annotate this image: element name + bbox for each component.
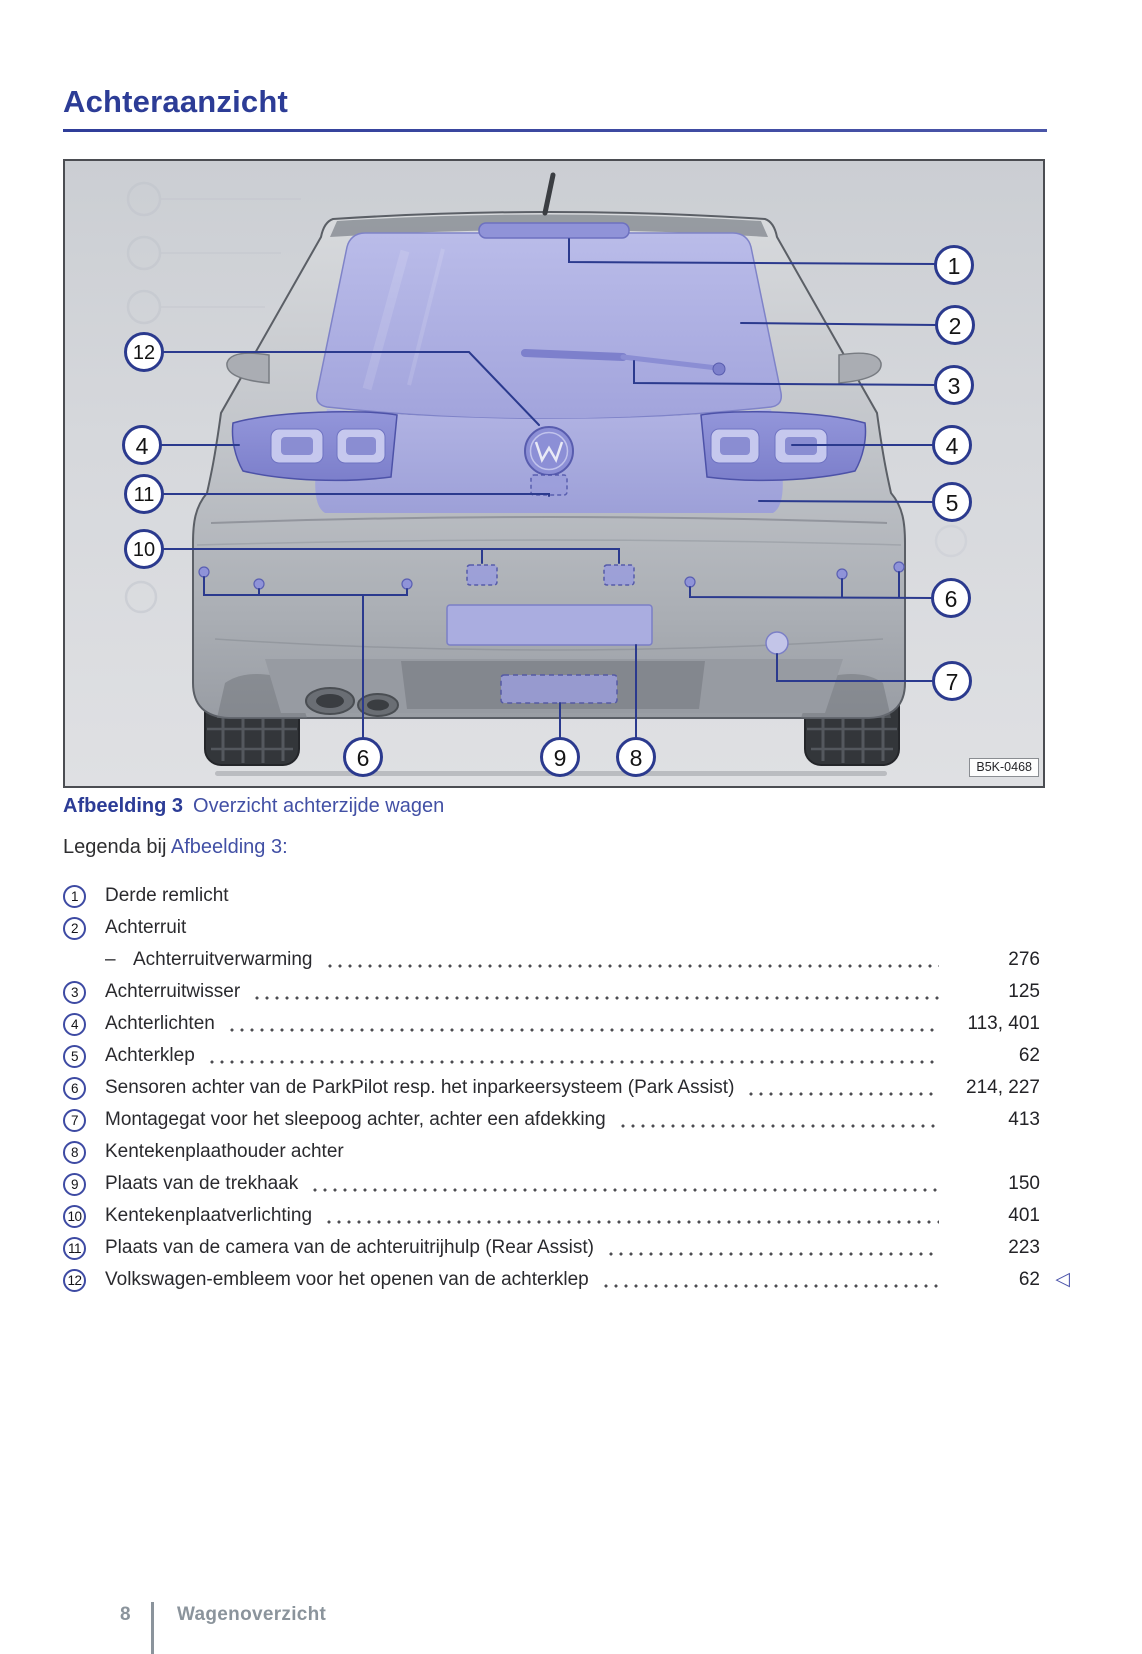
dot-leader [354,1136,1034,1168]
legend-item-pages: 62 [1018,1269,1040,1290]
legend-item-label: Plaats van de camera van de achteruitrijhulp (Rear Assist) [105,1237,594,1258]
legend-item-label: Derde remlicht [105,885,229,906]
legend-item [63,880,1040,912]
legend-item-number: 6 [63,1077,86,1100]
callout-6 [933,580,970,617]
legend-item [63,1008,1040,1040]
legend-item-label: Achterklep [105,1045,195,1066]
vw-emblem [525,427,573,475]
dot-leader [323,944,940,976]
legend-item-number: 1 [63,885,86,908]
svg-text:5: 5 [945,490,959,516]
legend-item-label: Sensoren achter van de ParkPilot resp. het inparkeersysteem (Park Assist) [105,1077,735,1098]
legend-item-pages: 223 [1008,1237,1040,1258]
legend-item-label: Achterlichten [105,1013,215,1034]
legend-item [63,1072,1040,1104]
end-of-section-marker: ◁ [1055,1269,1070,1290]
svg-text:2: 2 [948,313,962,339]
legend-item [63,1040,1040,1072]
svg-text:1: 1 [947,253,961,279]
callout-3 [936,367,973,404]
right-mirror [839,353,881,383]
legend-item-label: Plaats van de trekhaak [105,1173,299,1194]
dot-leader [225,1008,939,1040]
third-brake-light [479,223,629,238]
svg-text:7: 7 [945,669,959,695]
callout-9 [542,739,579,776]
callout-8 [618,739,655,776]
figure-reference-link[interactable]: Afbeelding 3: [170,836,288,858]
callout-6 [345,739,382,776]
callout-2 [937,307,974,344]
dot-leader [239,880,1034,912]
legend-item-number: 12 [63,1269,86,1292]
svg-text:12: 12 [132,342,156,364]
legend-item-label: Achterruitverwarming [133,949,313,970]
legend-item-number: 7 [63,1109,86,1132]
svg-text:3: 3 [947,373,961,399]
dot-leader [604,1232,939,1264]
legend-item [63,1200,1040,1232]
legend-item [63,912,1040,944]
plate-light-right [604,565,634,585]
legend-item-number: 2 [63,917,86,940]
svg-text:6: 6 [356,745,370,771]
footer-page-number: 8 [120,1604,131,1625]
legend-list [63,880,1070,1296]
legend-item-pages: 413 [1008,1109,1040,1130]
callout-12 [126,334,163,371]
dot-leader [322,1200,939,1232]
roof-antenna [545,175,553,213]
legend-item [63,976,1040,1008]
legend-item-label: Kentekenplaatverlichting [105,1205,313,1226]
figure-caption-text: Overzicht achterzijde wagen [193,795,445,817]
svg-text:11: 11 [133,484,155,506]
legend-item [63,1168,1040,1200]
legend-item-pages: 113, 401 [967,1013,1040,1034]
car-rear-view-illustration [65,161,1043,786]
svg-text:6: 6 [944,586,958,612]
svg-text:10: 10 [132,539,156,561]
svg-text:4: 4 [945,433,959,459]
callout-7 [934,663,971,700]
legend-item-pages: 125 [1008,981,1040,1002]
figure-panel [63,159,1045,788]
legend-item [63,1104,1040,1136]
legend-item-pages: 214, 227 [966,1077,1040,1098]
legend-item-number: 10 [63,1205,86,1228]
page-title: Achteraanzicht [63,84,289,119]
footer-divider [151,1602,154,1654]
callout-5 [934,484,971,521]
figure-caption-label: Afbeelding 3 [63,795,184,817]
dot-leader [616,1104,939,1136]
legend-item-number: 5 [63,1045,86,1068]
svg-text:8: 8 [629,745,643,771]
left-mirror [227,353,269,383]
title-rule [63,129,1047,132]
plate-light-left [467,565,497,585]
callout-11 [126,476,163,513]
callout-10 [126,531,163,568]
legend-intro-text: Legenda bij [63,836,167,858]
dot-leader [205,1040,939,1072]
legend-item-number: 9 [63,1173,86,1196]
dot-leader [196,912,1034,944]
callout-4 [124,427,161,464]
dot-leader [308,1168,939,1200]
towbar-location-marker [501,675,617,703]
legend-item-number: 8 [63,1141,86,1164]
svg-text:4: 4 [135,433,149,459]
figure-code-label: B5K-0468 [969,758,1039,777]
legend-item-number: 3 [63,981,86,1004]
footer-section-title: Wagenoverzicht [177,1604,327,1625]
legend-item-number: 4 [63,1013,86,1036]
legend-item-number: 11 [63,1237,86,1260]
left-taillight [232,412,397,481]
rear-camera-marker [531,475,567,495]
dot-leader [599,1264,939,1296]
legend-item-label: Volkswagen-embleem voor het openen van de achterklep [105,1269,589,1290]
legend-intro [63,836,288,859]
tow-eye-cover [766,632,788,654]
dot-leader [250,976,939,1008]
legend-item-label: Achterruit [105,917,187,938]
legend-item [63,1232,1040,1264]
legend-item-pages: 150 [1008,1173,1040,1194]
legend-item-pages: 276 [1008,949,1040,970]
legend-item [63,944,1040,976]
right-taillight [701,412,866,481]
licence-plate-holder [447,605,652,645]
svg-text:9: 9 [553,745,567,771]
dot-leader [744,1072,939,1104]
legend-item [63,1264,1070,1296]
callout-1 [936,247,973,284]
legend-item-pages: 401 [1008,1205,1040,1226]
legend-item-label: Achterruitwisser [105,981,241,1002]
legend-item-dash: – [105,949,116,970]
figure-caption [63,795,444,818]
legend-item-pages: 62 [1018,1045,1040,1066]
callout-4 [934,427,971,464]
legend-item-label: Montagegat voor het sleepoog achter, achter een afdekking [105,1109,606,1130]
legend-item-label: Kentekenplaathouder achter [105,1141,344,1162]
legend-item [63,1136,1040,1168]
